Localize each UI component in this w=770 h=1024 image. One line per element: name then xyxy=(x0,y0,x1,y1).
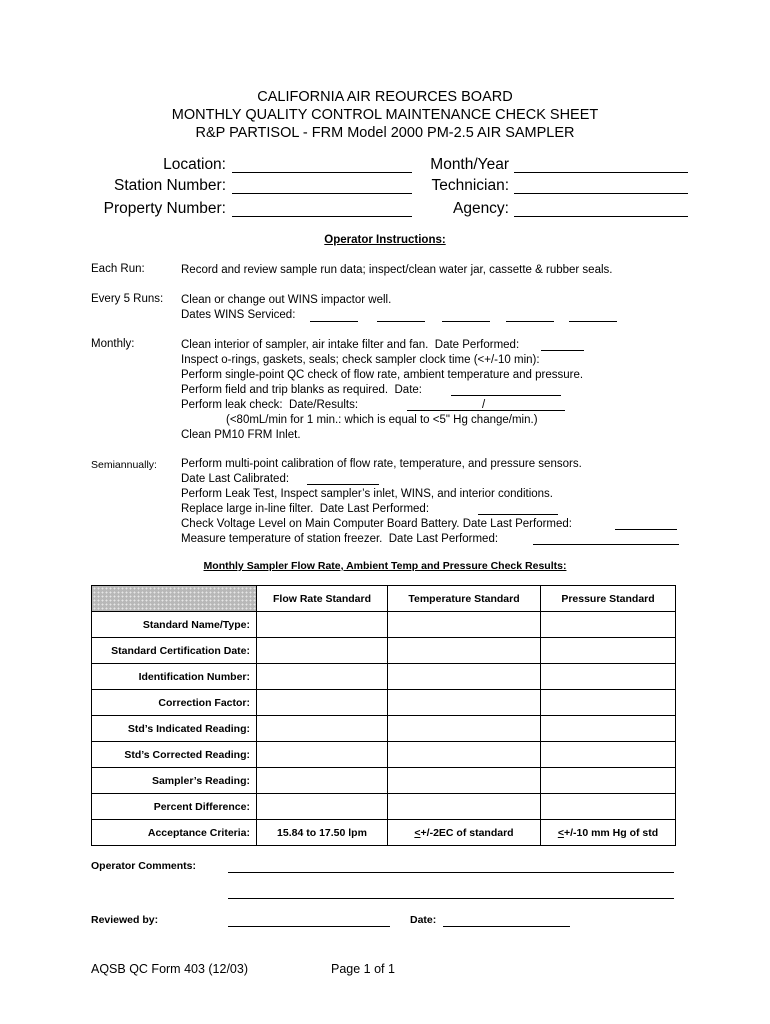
wins-date-field-2[interactable] xyxy=(377,321,425,322)
agency-field[interactable] xyxy=(514,216,688,217)
monthly-line-2: Inspect o-rings, gaskets, seals; check sampler clock time (<+/-10 min): xyxy=(181,354,540,366)
monthly-date-performed-field[interactable] xyxy=(541,350,584,351)
temp-acceptance-symbol: < xyxy=(414,826,421,839)
month-year-field[interactable] xyxy=(514,172,688,173)
temp-standard-name-cell[interactable] xyxy=(388,612,541,638)
every-5-runs-label: Every 5 Runs: xyxy=(91,293,164,305)
table-header-row xyxy=(92,586,676,612)
flow-corrected-reading-cell[interactable] xyxy=(257,742,388,768)
semiannually-line-2: Date Last Calibrated: xyxy=(181,473,290,485)
semiannually-line-5: Check Voltage Level on Main Computer Board Battery. Date Last Performed: xyxy=(181,518,572,530)
station-number-label: Station Number: xyxy=(114,177,226,194)
temp-corrected-reading-cell[interactable] xyxy=(388,742,541,768)
check-results-title: Monthly Sampler Flow Rate, Ambient Temp and Pressure Check Results: xyxy=(203,560,567,572)
month-year-label: Month/Year xyxy=(430,156,509,173)
table-row xyxy=(92,664,676,690)
pressure-certification-date-cell[interactable] xyxy=(541,638,676,664)
table-row xyxy=(92,690,676,716)
wins-date-field-4[interactable] xyxy=(506,321,554,322)
battery-date-field[interactable] xyxy=(615,529,677,530)
page-number: Page 1 of 1 xyxy=(331,962,395,976)
semiannually-line-3: Perform Leak Test, Inspect sampler’s inlet, WINS, and interior conditions. xyxy=(181,488,553,500)
flow-sampler-reading-cell[interactable] xyxy=(257,768,388,794)
semiannually-line-4: Replace large in-line filter. Date Last Performed: xyxy=(181,503,430,515)
row-label-percent-difference: Percent Difference: xyxy=(92,794,257,820)
property-number-label: Property Number: xyxy=(103,200,226,217)
table-row xyxy=(92,794,676,820)
leak-check-field[interactable] xyxy=(407,410,565,411)
semiannually-line-1: Perform multi-point calibration of flow rate, temperature, and pressure sensors. xyxy=(181,458,582,470)
each-run-text: Record and review sample run data; inspect/clean water jar, cassette & rubber seals. xyxy=(181,264,613,276)
row-label-sampler-reading: Sampler’s Reading: xyxy=(92,768,257,794)
title-line-2: MONTHLY QUALITY CONTROL MAINTENANCE CHECK SHEET xyxy=(171,107,599,123)
row-label-certification-date: Standard Certification Date: xyxy=(92,638,257,664)
pressure-percent-difference-cell[interactable] xyxy=(541,794,676,820)
pressure-indicated-reading-cell[interactable] xyxy=(541,716,676,742)
temp-certification-date-cell[interactable] xyxy=(388,638,541,664)
row-label-corrected-reading: Std’s Corrected Reading: xyxy=(92,742,257,768)
row-label-identification-number: Identification Number: xyxy=(92,664,257,690)
flow-percent-difference-cell[interactable] xyxy=(257,794,388,820)
operator-instructions-title: Operator Instructions: xyxy=(324,234,446,246)
flow-standard-name-cell[interactable] xyxy=(257,612,388,638)
wins-date-field-3[interactable] xyxy=(442,321,490,322)
form-number: AQSB QC Form 403 (12/03) xyxy=(91,962,249,976)
property-number-field[interactable] xyxy=(232,216,412,217)
location-label: Location: xyxy=(163,156,226,173)
technician-field[interactable] xyxy=(514,193,688,194)
acceptance-criteria-row xyxy=(92,820,676,846)
row-label-indicated-reading: Std’s Indicated Reading: xyxy=(92,716,257,742)
pressure-acceptance-symbol: < xyxy=(557,826,564,839)
every-5-runs-line-1: Clean or change out WINS impactor well. xyxy=(181,294,392,306)
title-line-1: CALIFORNIA AIR REOURCES BOARD xyxy=(257,89,513,105)
column-header-temperature: Temperature Standard xyxy=(388,586,541,612)
temp-identification-number-cell[interactable] xyxy=(388,664,541,690)
flow-correction-factor-cell[interactable] xyxy=(257,690,388,716)
location-field[interactable] xyxy=(232,172,412,173)
table-row xyxy=(92,612,676,638)
operator-comments-field-1[interactable] xyxy=(228,872,674,873)
semiannually-label: Semiannually: xyxy=(91,459,157,471)
each-run-label: Each Run: xyxy=(91,263,145,275)
date-label: Date: xyxy=(410,914,437,926)
row-label-correction-factor: Correction Factor: xyxy=(92,690,257,716)
pressure-sampler-reading-cell[interactable] xyxy=(541,768,676,794)
row-label-acceptance-criteria: Acceptance Criteria: xyxy=(92,820,257,846)
flow-certification-date-cell[interactable] xyxy=(257,638,388,664)
date-last-calibrated-field[interactable] xyxy=(307,484,379,485)
table-row xyxy=(92,638,676,664)
pressure-correction-factor-cell[interactable] xyxy=(541,690,676,716)
monthly-line-7: Clean PM10 FRM Inlet. xyxy=(181,429,301,441)
pressure-identification-number-cell[interactable] xyxy=(541,664,676,690)
pressure-standard-name-cell[interactable] xyxy=(541,612,676,638)
pressure-acceptance-text: +/-10 mm Hg of std xyxy=(563,826,659,839)
monthly-line-5: Perform leak check: Date/Results: xyxy=(181,399,359,411)
wins-date-field-5[interactable] xyxy=(569,321,617,322)
temp-acceptance-criteria xyxy=(388,820,541,846)
title-line-3: R&P PARTISOL - FRM Model 2000 PM-2.5 AIR SAMPLER xyxy=(195,125,575,141)
flow-indicated-reading-cell[interactable] xyxy=(257,716,388,742)
wins-date-field-1[interactable] xyxy=(310,321,358,322)
row-label-standard-name: Standard Name/Type: xyxy=(92,612,257,638)
temp-acceptance-text: +/-2EC of standard xyxy=(420,826,514,839)
blanks-date-field[interactable] xyxy=(451,395,561,396)
technician-label: Technician: xyxy=(431,177,509,194)
table-row xyxy=(92,716,676,742)
filter-date-field[interactable] xyxy=(478,514,558,515)
station-number-field[interactable] xyxy=(232,193,412,194)
check-results-table xyxy=(91,585,676,846)
column-header-pressure: Pressure Standard xyxy=(541,586,676,612)
pressure-acceptance-criteria xyxy=(541,820,676,846)
table-row xyxy=(92,742,676,768)
column-header-flow-rate: Flow Rate Standard xyxy=(257,586,388,612)
reviewed-by-label: Reviewed by: xyxy=(91,914,159,926)
semiannually-line-6: Measure temperature of station freezer. Date Last Performed: xyxy=(181,533,499,545)
table-corner-cell xyxy=(92,586,257,612)
leak-check-slash: / xyxy=(482,399,486,411)
operator-comments-field-2[interactable] xyxy=(228,898,674,899)
table-row xyxy=(92,768,676,794)
temp-sampler-reading-cell[interactable] xyxy=(388,768,541,794)
review-date-field[interactable] xyxy=(443,926,570,927)
pressure-corrected-reading-cell[interactable] xyxy=(541,742,676,768)
operator-comments-label: Operator Comments: xyxy=(91,860,197,872)
temp-indicated-reading-cell[interactable] xyxy=(388,716,541,742)
monthly-label: Monthly: xyxy=(91,338,135,350)
temp-percent-difference-cell[interactable] xyxy=(388,794,541,820)
agency-label: Agency: xyxy=(452,200,509,217)
monthly-line-1: Clean interior of sampler, air intake filter and fan. Date Performed: xyxy=(181,339,520,351)
monthly-line-4: Perform field and trip blanks as required. Date: xyxy=(181,384,422,396)
reviewed-by-field[interactable] xyxy=(228,926,390,927)
every-5-runs-line-2: Dates WINS Serviced: xyxy=(181,309,296,321)
flow-identification-number-cell[interactable] xyxy=(257,664,388,690)
monthly-line-3: Perform single-point QC check of flow rate, ambient temperature and pressure. xyxy=(181,369,584,381)
freezer-date-field[interactable] xyxy=(533,544,679,545)
temp-correction-factor-cell[interactable] xyxy=(388,690,541,716)
flow-acceptance-criteria: 15.84 to 17.50 lpm xyxy=(257,820,388,846)
monthly-line-6: (<80mL/min for 1 min.: which is equal to <5" Hg change/min.) xyxy=(226,414,538,426)
